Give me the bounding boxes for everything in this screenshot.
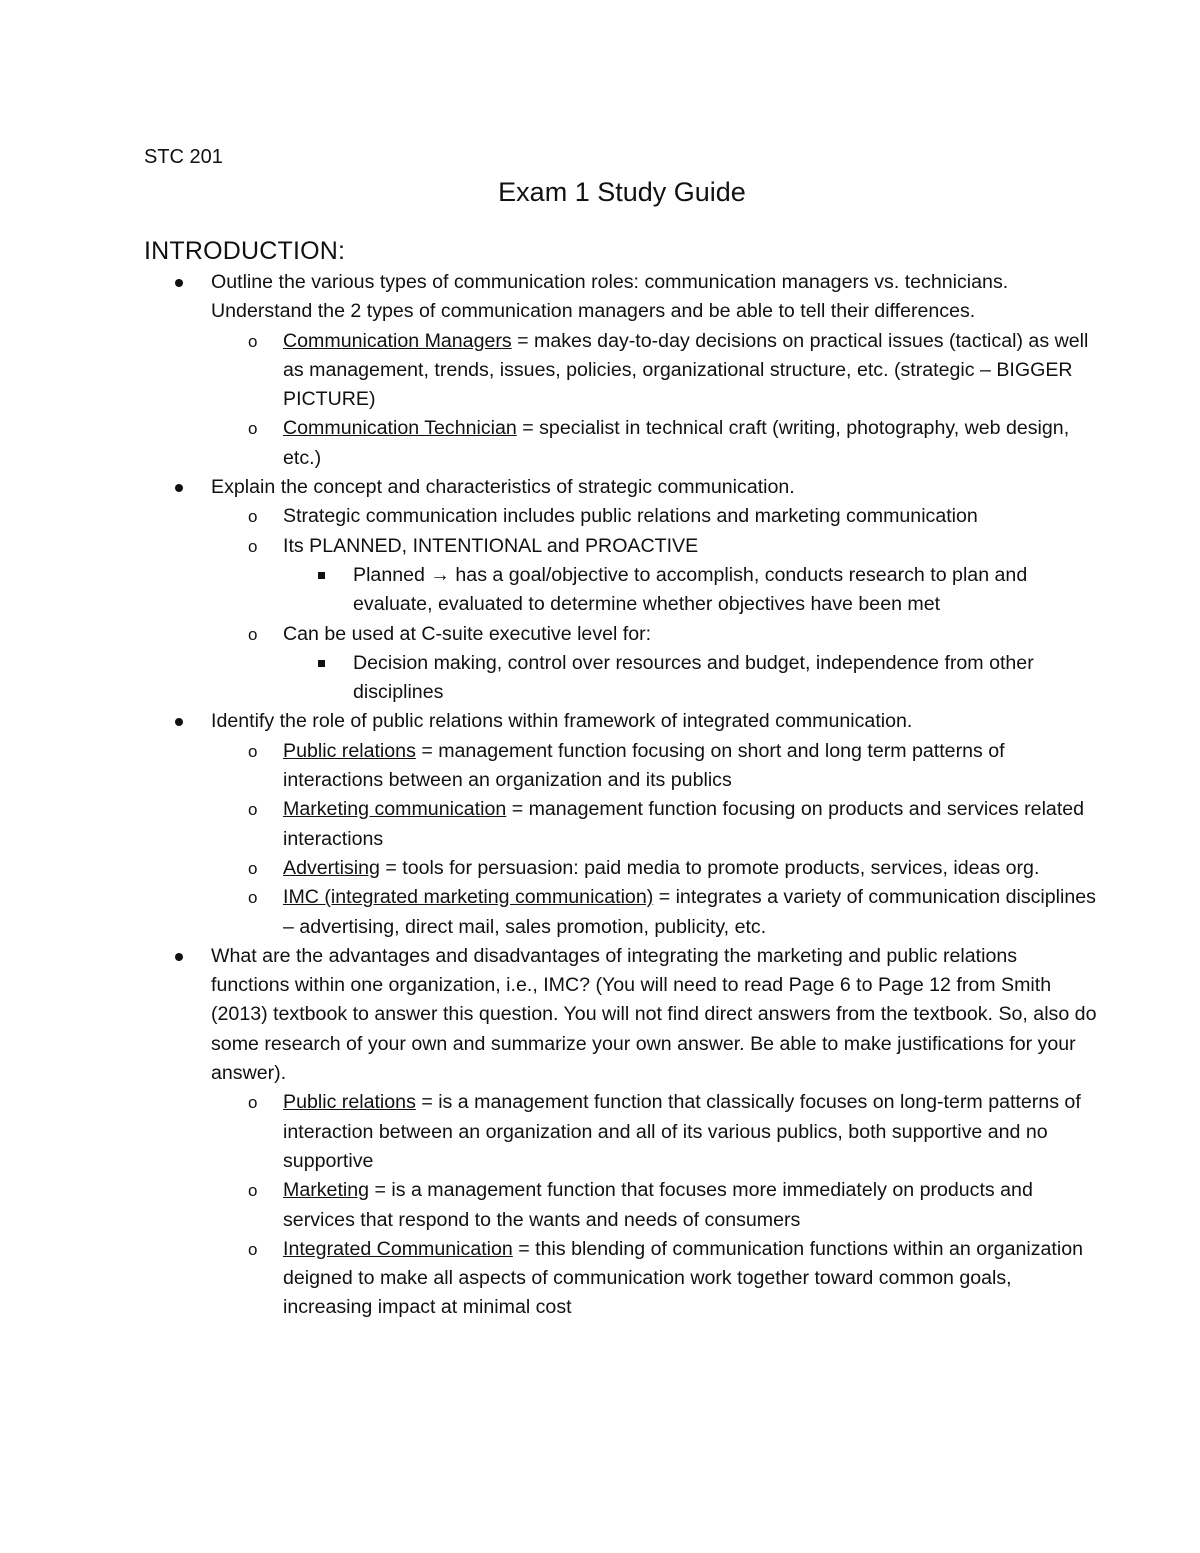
term: Public relations [283, 739, 416, 762]
item-text: Outline the various types of communication roles: communication managers vs. technicians. Understand the 2 types of communication managers and be able to tell their differences. [211, 271, 1009, 323]
sub-sub-list-item [144, 649, 1100, 708]
bullet-circle-icon: o [248, 800, 258, 820]
definition: = tools for persuasion: paid media to promote products, services, ideas org. [379, 856, 1040, 879]
bullet-circle-icon: o [248, 536, 258, 556]
sub-item-text: Strategic communication includes public relations and marketing communication [283, 505, 978, 528]
bullet-circle-icon: o [248, 1181, 258, 1201]
definition: = management function focusing on short and long term patterns of interactions between an organization and its publics [283, 739, 1005, 792]
section-heading: INTRODUCTION: [144, 237, 346, 265]
bullet-square-icon [318, 572, 325, 579]
term: Communication Managers [283, 329, 512, 352]
definition: = is a management function that focuses more immediately on products and services that respond to the wants and needs of consumers [283, 1179, 1033, 1231]
sub-list-item [144, 883, 1100, 942]
bullet-square-icon [318, 660, 325, 667]
sub-list-item [144, 502, 1100, 531]
sub-sub-item-text: has a goal/objective to accomplish, conducts research to plan and evaluate, evaluated to determine whether objectives have been met [353, 563, 1028, 616]
list-item [144, 707, 1100, 736]
term: Advertising [283, 856, 380, 879]
bullet-dot-icon [175, 484, 183, 492]
course-code: STC 201 [144, 146, 223, 168]
sub-list-item [144, 620, 1100, 649]
term: Marketing [283, 1179, 370, 1202]
item-text: Explain the concept and characteristics of strategic communication. [211, 476, 795, 499]
definition: = management function focusing on products and services related interactions [283, 798, 1085, 850]
sub-list-item [144, 414, 1100, 473]
sub-list-item [144, 1088, 1100, 1176]
bullet-circle-icon: o [248, 1239, 258, 1259]
term: IMC (integrated marketing communication) [283, 886, 654, 909]
list-item [144, 268, 1100, 327]
sub-item-text: Its PLANNED, INTENTIONAL and PROACTIVE [283, 534, 699, 557]
bullet-circle-icon: o [248, 419, 258, 439]
sub-list-item [144, 795, 1100, 854]
sub-sub-item-text: Planned [353, 563, 431, 586]
sub-list-item [144, 532, 1100, 561]
sub-list-item [144, 327, 1100, 415]
bullet-circle-icon: o [248, 331, 258, 351]
bullet-circle-icon: o [248, 624, 258, 644]
definition: = integrates a variety of communication disciplines – advertising, direct mail, sales promotion, publicity, etc. [283, 886, 1096, 938]
bullet-circle-icon: o [248, 507, 258, 527]
sub-sub-list-item [144, 561, 1100, 620]
definition: = specialist in technical craft (writing, photography, web design, etc.) [283, 417, 1070, 469]
list-item [144, 942, 1100, 1088]
bullet-circle-icon: o [248, 1093, 258, 1113]
term: Marketing communication [283, 798, 507, 821]
definition: = this blending of communication functions within an organization deigned to make all aspects of communication work together toward common goals, increasing impact at minimal cost [283, 1237, 1084, 1319]
list-item [144, 473, 1100, 502]
bullet-circle-icon: o [248, 888, 258, 908]
sub-sub-item-text: Decision making, control over resources and budget, independence from other disciplines [353, 651, 1034, 704]
term: Communication Technician [283, 417, 517, 440]
sub-list-item [144, 854, 1100, 883]
item-text: What are the advantages and disadvantages of integrating the marketing and public relations functions within one organization, i.e., IMC? (You will need to read Page 6 to Page 12 from Smith (2013) textbook to answer this question. You will not find direct answers from the textbook. So, also do some research of your own and summarize your own answer. Be able to make justifications for your answer). [211, 944, 1097, 1085]
bullet-circle-icon: o [248, 858, 258, 878]
term: Public relations [283, 1091, 416, 1114]
sub-list-item [144, 737, 1100, 796]
sub-list-item [144, 1235, 1100, 1323]
term: Integrated Communication [283, 1237, 513, 1260]
page-title: Exam 1 Study Guide [498, 177, 746, 207]
sub-list-item [144, 1176, 1100, 1235]
definition: = makes day-to-day decisions on practical issues (tactical) as well as management, trends, issues, policies, organizational structure, etc. (strategic – BIGGER PICTURE) [283, 329, 1089, 411]
bullet-dot-icon [175, 953, 183, 961]
item-text: Identify the role of public relations within framework of integrated communication. [211, 710, 913, 733]
bullet-dot-icon [175, 718, 183, 726]
bullet-circle-icon: o [248, 741, 258, 761]
definition: = is a management function that classically focuses on long-term patterns of interaction between an organization and all of its various publics, both supportive and no supportive [283, 1091, 1081, 1172]
arrow-right-icon: → [430, 563, 450, 586]
bullet-dot-icon [175, 279, 183, 287]
sub-item-text: Can be used at C-suite executive level for: [283, 622, 652, 645]
